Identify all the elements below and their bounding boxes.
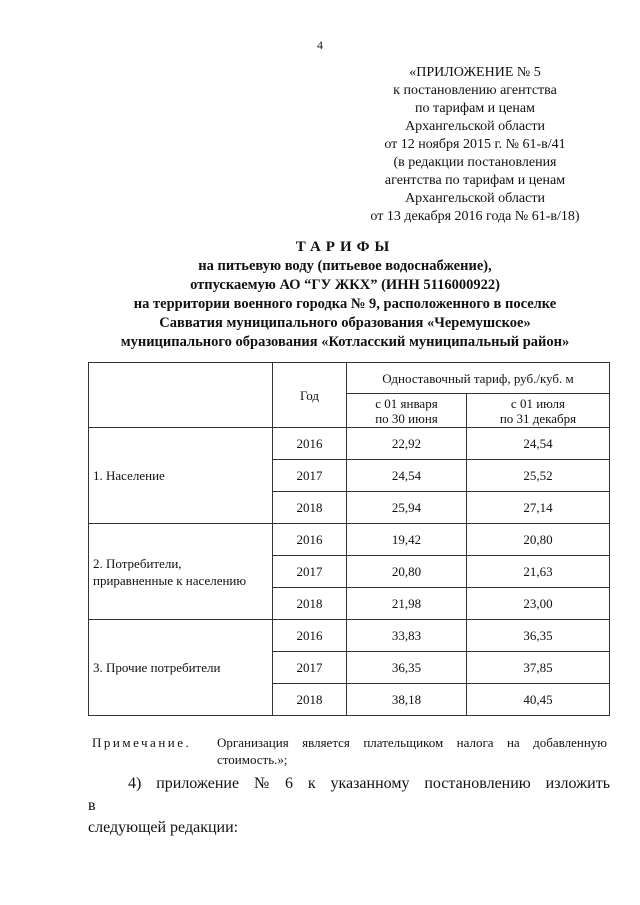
tariff-cell: 40,45 bbox=[466, 684, 609, 716]
title-line: на территории военного городка № 9, расположенного в поселке bbox=[133, 296, 557, 312]
appendix-line: (в редакции постановления bbox=[393, 155, 557, 170]
appendix-header bbox=[330, 64, 620, 226]
table-row bbox=[89, 428, 610, 460]
year-header: Год bbox=[273, 363, 347, 428]
appendix-line: от 13 декабря 2016 года № 61-в/18) bbox=[370, 209, 580, 224]
tariff-cell: 19,42 bbox=[347, 524, 467, 556]
document-title bbox=[60, 238, 630, 352]
tariff-cell: 24,54 bbox=[466, 428, 609, 460]
tariff-cell: 33,83 bbox=[347, 620, 467, 652]
tariff-cell: 25,52 bbox=[466, 460, 609, 492]
tariff-cell: 27,14 bbox=[466, 492, 609, 524]
year-cell: 2017 bbox=[273, 652, 347, 684]
tariff-cell: 37,85 bbox=[466, 652, 609, 684]
title-line: отпускаемую АО “ГУ ЖКХ” (ИНН 5116000922) bbox=[190, 277, 500, 293]
table-row bbox=[89, 620, 610, 652]
paragraph-line: 4) приложение № 6 к указанному постановлению изложить в bbox=[88, 775, 610, 814]
appendix-line: от 12 ноября 2015 г. № 61-в/41 bbox=[384, 137, 566, 152]
tariff-cell: 20,80 bbox=[347, 556, 467, 588]
year-cell: 2018 bbox=[273, 588, 347, 620]
note-text: Организация является плательщиком налога на добавленную стоимость.»; bbox=[217, 735, 607, 767]
period-header: с 01 июля по 31 декабря bbox=[466, 394, 609, 428]
table-row bbox=[89, 524, 610, 556]
year-cell: 2016 bbox=[273, 620, 347, 652]
category-cell: 1. Население bbox=[89, 428, 273, 524]
appendix-line: по тарифам и ценам bbox=[415, 101, 535, 116]
year-cell: 2018 bbox=[273, 492, 347, 524]
body-paragraph bbox=[88, 773, 610, 839]
tariff-cell: 22,92 bbox=[347, 428, 467, 460]
year-cell: 2016 bbox=[273, 428, 347, 460]
note-block bbox=[92, 734, 607, 768]
title-line: на питьевую воду (питьевое водоснабжение), bbox=[198, 258, 492, 274]
tariff-cell: 23,00 bbox=[466, 588, 609, 620]
year-cell: 2016 bbox=[273, 524, 347, 556]
tariff-header: Одноставочный тариф, руб./куб. м bbox=[347, 363, 610, 394]
appendix-line: агентства по тарифам и ценам bbox=[384, 173, 566, 188]
title-heading: ТАРИФЫ bbox=[295, 239, 395, 255]
tariff-table bbox=[88, 362, 610, 716]
year-cell: 2018 bbox=[273, 684, 347, 716]
tariff-cell: 36,35 bbox=[466, 620, 609, 652]
title-line: муниципального образования «Котласский муниципальный район» bbox=[120, 334, 570, 350]
page-number: 4 bbox=[317, 38, 323, 52]
category-cell: 3. Прочие потребители bbox=[89, 620, 273, 716]
paragraph-line: следующей редакции: bbox=[88, 819, 239, 836]
appendix-line: Архангельской области bbox=[405, 191, 545, 206]
appendix-line: «ПРИЛОЖЕНИЕ № 5 bbox=[409, 65, 541, 80]
tariff-cell: 21,98 bbox=[347, 588, 467, 620]
category-cell: 2. Потребители, приравненные к населению bbox=[89, 524, 273, 620]
note-label: Примечание. bbox=[92, 735, 192, 750]
tariff-cell: 38,18 bbox=[347, 684, 467, 716]
tariff-cell: 36,35 bbox=[347, 652, 467, 684]
tariff-cell: 20,80 bbox=[466, 524, 609, 556]
year-cell: 2017 bbox=[273, 556, 347, 588]
tariff-cell: 21,63 bbox=[466, 556, 609, 588]
table-header-row bbox=[89, 363, 610, 394]
tariff-cell: 24,54 bbox=[347, 460, 467, 492]
appendix-line: к постановлению агентства bbox=[393, 83, 557, 98]
tariff-cell: 25,94 bbox=[347, 492, 467, 524]
appendix-line: Архангельской области bbox=[405, 119, 545, 134]
title-line: Савватия муниципального образования «Черемушское» bbox=[159, 315, 531, 331]
category-header bbox=[89, 363, 273, 428]
year-cell: 2017 bbox=[273, 460, 347, 492]
period-header: с 01 января по 30 июня bbox=[347, 394, 467, 428]
